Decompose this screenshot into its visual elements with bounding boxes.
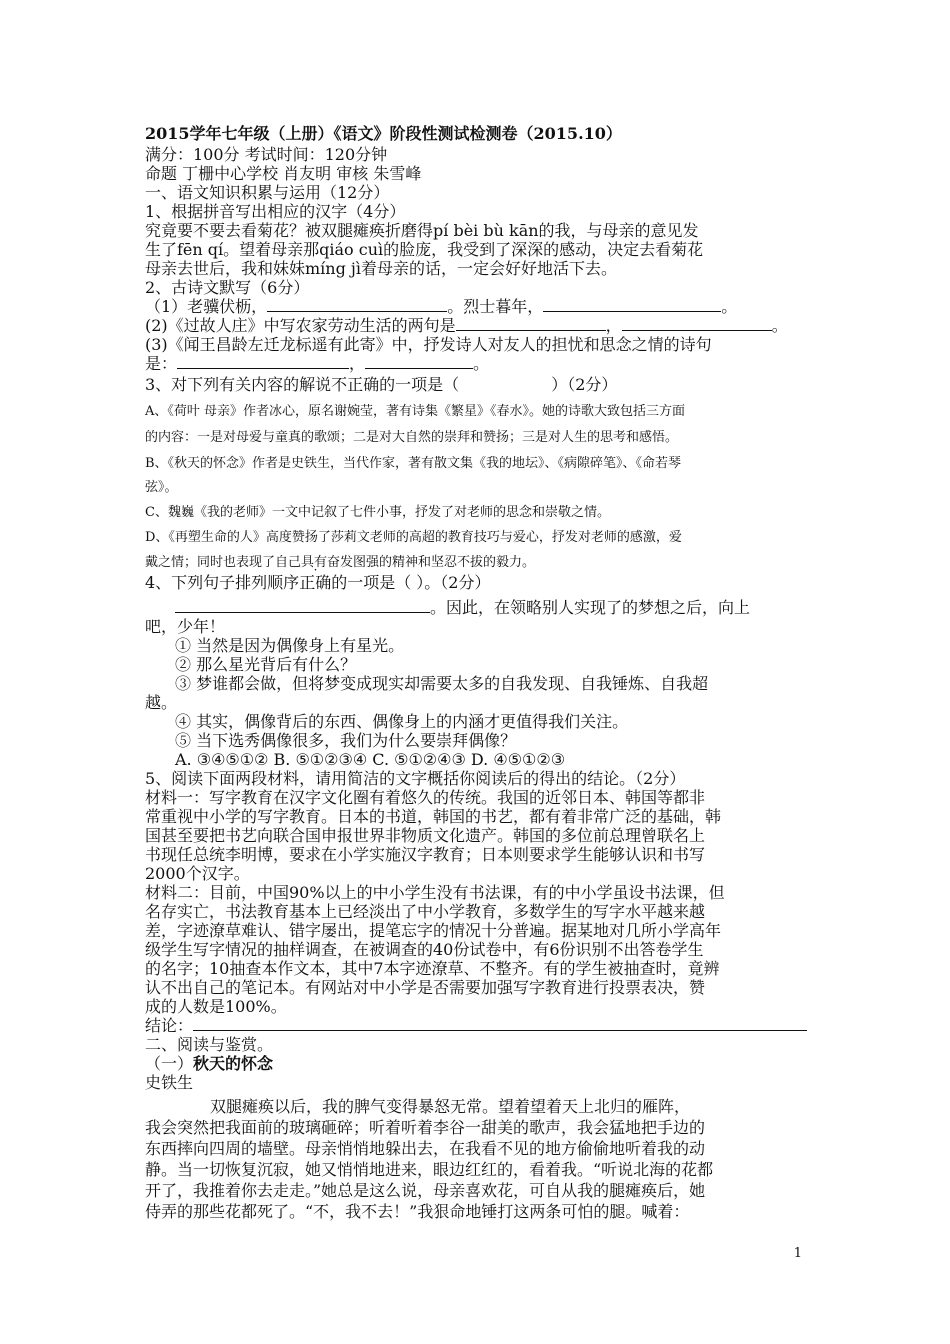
q3-option-line: B、《秋天的怀念》作者是史铁生，当代作家，著有散文集《我的地坛》、《病隙碎笔》、《命若琴 <box>145 456 682 471</box>
q4-item: ① 当然是因为偶像身上有星光。 <box>175 636 405 655</box>
answer-blank[interactable] <box>622 316 772 331</box>
q4-stem-text: 。因此，在领略别人实现了的梦想之后，向上 <box>430 598 751 617</box>
reading-paragraph-line: 静。当一切恢复沉寂，她又悄悄地进来，眼边红红的，看着我。“听说北海的花都 <box>145 1160 714 1179</box>
q5-material-line: 常重视中小学的写字教育。日本的书道，韩国的书艺，都有着非常广泛的基础，韩 <box>145 807 722 826</box>
answer-blank[interactable] <box>193 1016 807 1031</box>
reading-paragraph-line: 开了，我推着你去走走。”她总是这么说，母亲喜欢花，可自从我的腿瘫痪后，她 <box>145 1181 706 1200</box>
answer-blank[interactable] <box>365 354 473 369</box>
q4-item-cont: 越。 <box>145 693 178 712</box>
answer-blank[interactable] <box>177 354 349 369</box>
q3-option-line: C、魏巍《我的老师》一文中记叙了七件小事，抒发了对老师的思念和崇敬之情。 <box>145 505 610 520</box>
q5-material-line: 材料一：写字教育在汉字文化圈有着悠久的传统。我国的近邻日本、韩国等都非 <box>145 788 706 807</box>
section2-subtitle <box>145 1054 273 1073</box>
q3-option-line: A、《荷叶 母亲》作者冰心，原名谢婉莹，著有诗集《繁星》《春水》。她的诗歌大致包括三方面 <box>145 404 686 419</box>
q3-title-score: ）（2分） <box>551 375 618 394</box>
answer-blank[interactable] <box>543 297 721 312</box>
q3-title-text: 3、对下列有关内容的解说不正确的一项是（ <box>145 375 460 394</box>
q5-material-line: 名存实亡，书法教育基本上已经淡出了中小学教育，多数学生的写字水平越来越 <box>145 902 706 921</box>
q1-line: 母亲去世后，我和妹妹míng jì着母亲的话，一定会好好地活下去。 <box>145 259 618 278</box>
q5-material-line: 书现任总统李明博，要求在小学实施汉字教育；日本则要求学生能够认识和书写 <box>145 845 706 864</box>
q2-l1-end: 。 <box>721 297 738 316</box>
q4-item: ④ 其实，偶像背后的东西、偶像身上的内涵才更值得我们关注。 <box>175 712 629 731</box>
q4-item: ⑤ 当下选秀偶像很多，我们为什么要崇拜偶像？ <box>175 731 517 750</box>
reading-author: 史铁生 <box>145 1073 194 1092</box>
section2-title: 二、阅读与鉴赏。 <box>145 1035 274 1054</box>
q2-l4-end: 。 <box>473 354 490 373</box>
reading-title: 秋天的怀念 <box>193 1054 274 1073</box>
q2-l2-text: ， <box>605 316 622 335</box>
answer-blank[interactable] <box>175 598 430 613</box>
authors: 命题 丁栅中心学校 肖友明 审核 朱雪峰 <box>145 164 422 183</box>
answer-blank[interactable] <box>456 316 606 331</box>
reading-paragraph-line: 侍弄的那些花都死了。“不，我不去！”我狠命地锤打这两条可怕的腿。喊着： <box>145 1202 690 1221</box>
q1-title: 1、根据拼音写出相应的汉字（4分） <box>145 202 406 221</box>
q4-stem <box>175 598 750 617</box>
exam-title: 2015学年七年级（上册）《语文》阶段性测试检测卷（2015.10） <box>145 124 622 143</box>
reading-paragraph-line: 东西摔向四周的墙壁。母亲悄悄地躲出去，在我看不见的地方偷偷地听着我的动 <box>145 1139 706 1158</box>
q3-option-line: 戴之情；同时也表现了自己具有奋发图强的精神和坚忍不拔的毅力。 <box>145 555 536 570</box>
q2-line-1 <box>145 297 737 316</box>
q2-l2-end: 。 <box>771 316 788 335</box>
q5-material-line: 2000个汉字。 <box>145 864 250 883</box>
reading-paragraph-line: 双腿瘫痪以后，我的脾气变得暴怒无常。望着望着天上北归的雁阵， <box>210 1097 691 1116</box>
q4-title-text: 的一项是（ ）。（2分） <box>331 573 491 592</box>
q4-item: ② 那么星光背后有什么？ <box>175 655 357 674</box>
q4-stem-cont: 吧，少年！ <box>145 617 226 636</box>
q5-material-line: 材料二：目前，中国90%以上的中小学生没有书法课，有的中小学虽设书法课，但 <box>145 883 725 902</box>
q3-title <box>145 375 617 394</box>
q4-title-text: 4、下列句子排列顺序 <box>145 573 300 592</box>
q5-conclusion <box>145 1016 807 1035</box>
q5-material-line: 成的人数是100%。 <box>145 997 287 1016</box>
q2-line-4 <box>145 354 489 373</box>
q1-line: 生了fēn qí。望着母亲那qiáo cuì的脸庞，我受到了深深的感动，决定去看菊花 <box>145 240 704 259</box>
q5-title: 5、阅读下面两段材料，请用简洁的文字概括你阅读后的得出的结论。（2分） <box>145 769 686 788</box>
q2-title: 2、古诗文默写（6分） <box>145 278 310 297</box>
q4-title <box>145 573 490 592</box>
reading-paragraph-line: 我会突然把我面前的玻璃砸碎；听着听着李谷一甜美的歌声，我会猛地把手边的 <box>145 1118 706 1137</box>
q2-l4-text: 是： <box>145 354 178 373</box>
subtitle-prefix: （一） <box>145 1054 194 1073</box>
q1-line: 究竟要不要去看菊花？被双腿瘫痪折磨得pí bèi bù kān的我，与母亲的意见发 <box>145 221 699 240</box>
q2-l4-text: ， <box>349 354 366 373</box>
q3-option-line: 弦》。 <box>145 480 178 495</box>
q5-material-line: 的名字；10抽查本作文本，其中7本字迹潦草、不整齐。有的学生被抽查时，竟辨 <box>145 959 720 978</box>
q2-l2-text: (2)《过故人庄》中写农家劳动生活的两句是 <box>145 316 456 335</box>
q4-item: ③ 梦谁都会做，但将梦变成现实却需要太多的自我发现、自我锤炼、自我超 <box>175 674 709 693</box>
q2-l1-text: （1）老骥伏枥， <box>145 297 268 316</box>
q4-title-emphasis: 正确 <box>299 573 332 592</box>
q5-material-line: 级学生写字情况的抽样调查，在被调查的40份试卷中，有6份识别不出答卷学生 <box>145 940 704 959</box>
q3-option-line: D、《再塑生命的人》高度赞扬了莎莉文老师的高超的教育技巧与爱心，抒发对老师的感激，爱 <box>145 530 682 545</box>
q5-conclusion-label: 结论： <box>145 1016 194 1035</box>
q5-material-line: 国甚至要把书艺向联合国申报世界非物质文化遗产。韩国的多位前总理曾联名上 <box>145 826 706 845</box>
answer-blank[interactable] <box>267 297 447 312</box>
q2-line-3: (3)《闻王昌龄左迁龙标遥有此寄》中，抒发诗人对友人的担忧和思念之情的诗句 <box>145 335 712 354</box>
q2-line-2 <box>145 316 788 335</box>
q4-options: A. ③④⑤①② B. ⑤①②③④ C. ⑤①②④③ D. ④⑤①②③ <box>175 750 566 769</box>
q2-l1-text: 。烈士暮年， <box>447 297 544 316</box>
q5-material-line: 差，字迹潦草难认、错字屡出，提笔忘字的情况十分普遍。据某地对几所小学高年 <box>145 921 722 940</box>
q5-material-line: 认不出自己的笔记本。有网站对中小学是否需要加强写字教育进行投票表决，赞 <box>145 978 706 997</box>
section1-title: 一、语文知识积累与运用（12分） <box>145 183 390 202</box>
q3-option-line: 的内容：一是对母爱与童真的歌颂；二是对大自然的崇拜和赞扬；三是对人生的思考和感悟。 <box>145 430 679 445</box>
score-time: 满分：100分 考试时间：120分钟 <box>145 145 388 164</box>
page-number: 1 <box>793 1246 802 1261</box>
